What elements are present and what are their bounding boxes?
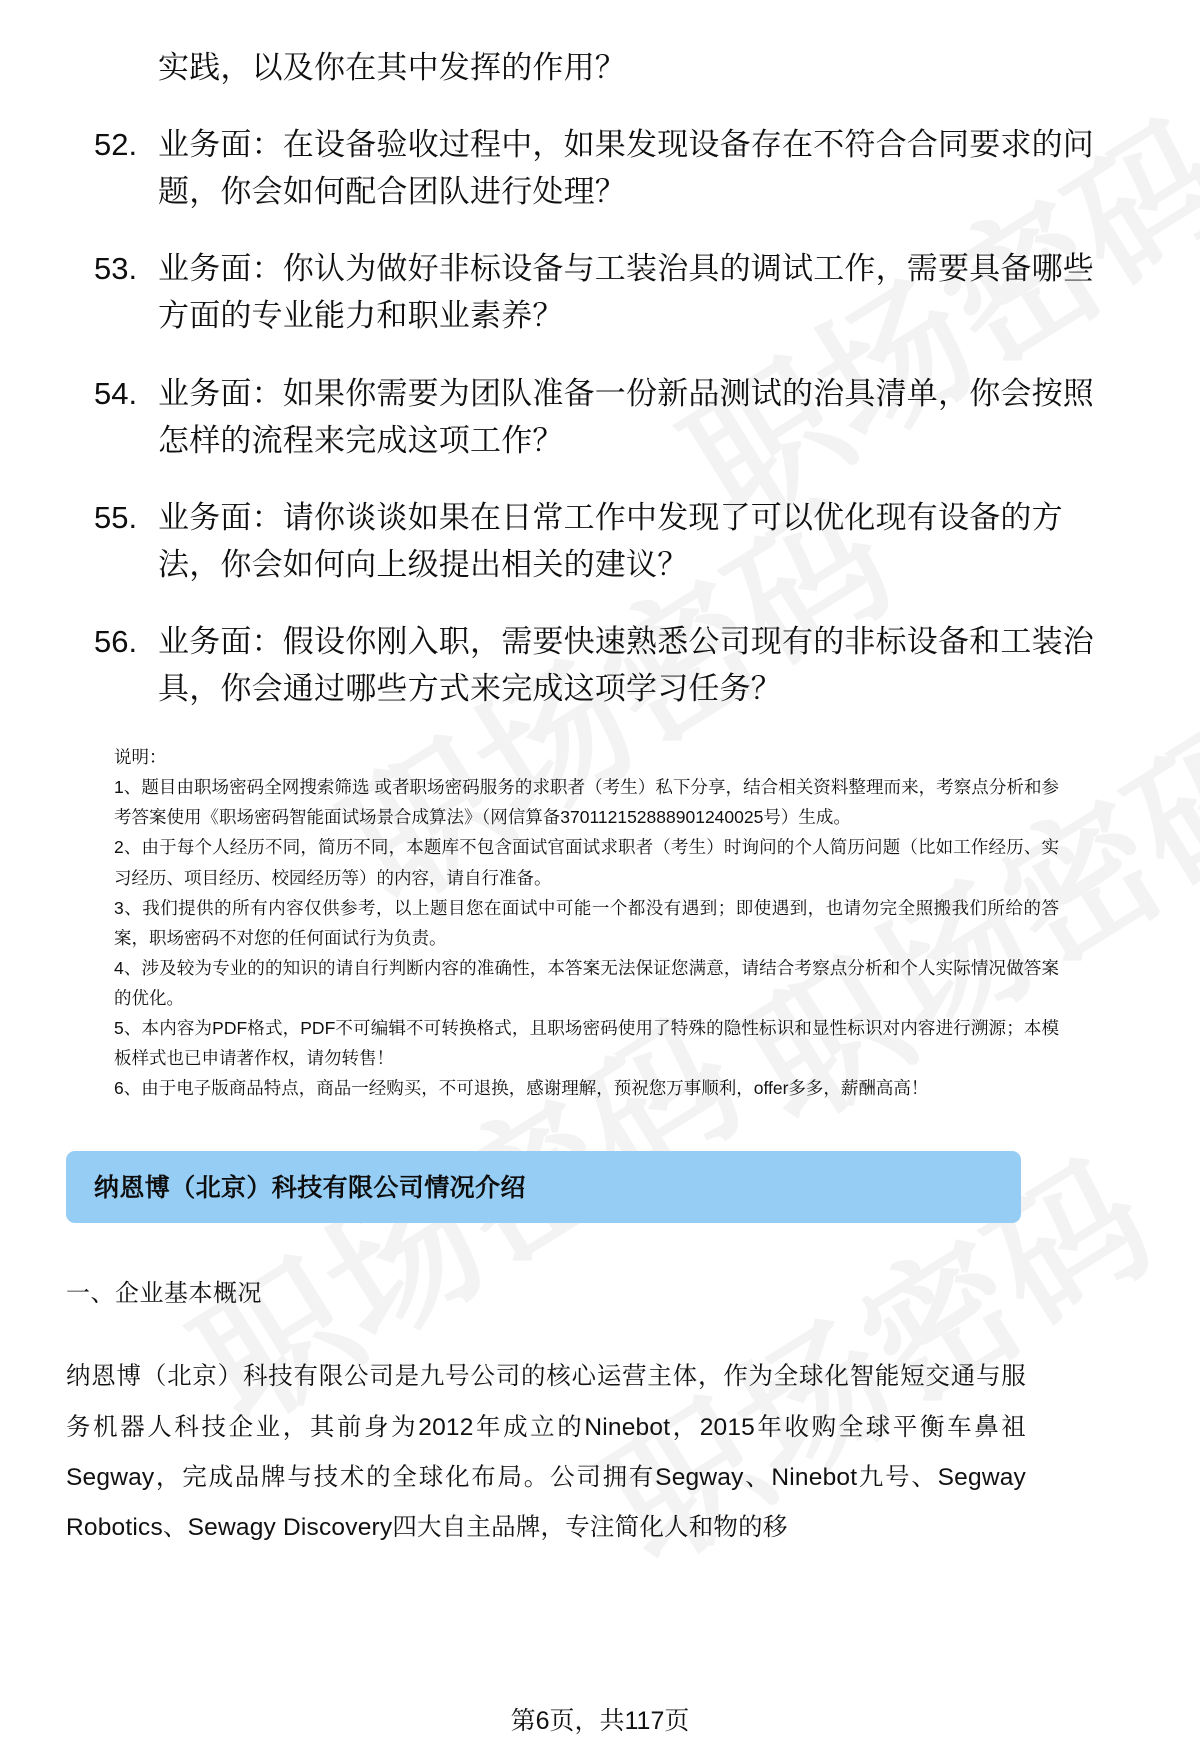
note-item-4: 4、涉及较为专业的的知识的请自行判断内容的准确性，本答案无法保证您满意，请结合考察点分析和个人实际情况做答案的优化。: [114, 957, 1059, 1008]
question-text: 实践，以及你在其中发挥的作用？: [158, 50, 626, 85]
note-item-1: 1、题目由职场密码全网搜索筛选 或者职场密码服务的求职者（考生）私下分享，结合相关资料整理而来，考察点分析和参考答案使用《职场密码智能面试场景合成算法》（网信算备370112152888901240025号）生成。: [114, 777, 1059, 828]
note-item-6: 6、由于电子版商品特点，商品一经购买，不可退换，感谢理解，预祝您万事顺利，offer多多，薪酬高高！: [114, 1078, 929, 1099]
notes-title: 说明：: [114, 747, 167, 768]
question-text-56: 业务面：假设你刚入职，需要快速熟悉公司现有的非标设备和工装治具，你会通过哪些方式来完成这项学习任务？: [158, 623, 1094, 707]
question-item-53: [92, 245, 1108, 339]
question-number-53: 53.: [94, 251, 138, 287]
note-item-5: 5、本内容为PDF格式，PDF不可编辑不可转换格式，且职场密码使用了特殊的隐性标识和显性标识对内容进行溯源；本模板样式也已申请著作权，请勿转售！: [114, 1018, 1059, 1069]
question-text-55: 业务面：请你谈谈如果在日常工作中发现了可以优化现有设备的方法，你会如何向上级提出相关的建议？: [158, 499, 1063, 582]
notes-block: [114, 742, 1059, 1103]
question-number-54: 54.: [94, 375, 138, 411]
note-item-3: 3、我们提供的所有内容仅供参考，以上题目您在面试中可能一个都没有遇到；即使遇到，也请勿完全照搬我们所给的答案，职场密码不对您的任何面试行为负责。: [114, 897, 1059, 948]
company-overview-paragraph: 纳恩博（北京）科技有限公司是九号公司的核心运营主体，作为全球化智能短交通与服务机器人科技企业，其前身为2012年成立的Ninebot，2015年收购全球平衡车鼻祖Segway，完成品牌与技术的全球化布局。公司拥有Segway、Ninebot九号、Segway Robotics、Sewagy Discovery四大自主品牌，专注简化人和物的移: [66, 1363, 1026, 1541]
question-text-53: 业务面：你认为做好非标设备与工装治具的调试工作，需要具备哪些方面的专业能力和职业素养？: [158, 251, 1094, 334]
note-item-2: 2、由于每个人经历不同，简历不同，本题库不包含面试官面试求职者（考生）时询问的个人简历问题（比如工作经历、实习经历、项目经历、校园经历等）的内容，请自行准备。: [114, 837, 1059, 888]
question-number-56: 56.: [94, 623, 138, 659]
section-heading: 一、企业基本概况: [66, 1280, 262, 1308]
question-list: [92, 44, 1108, 712]
question-item-56: [92, 618, 1108, 712]
question-text-54: 业务面：如果你需要为团队准备一份新品测试的治具清单，你会按照怎样的流程来完成这项工作？: [158, 375, 1094, 458]
question-item-52: [92, 121, 1108, 215]
page-footer: 第6页，共117页: [510, 1707, 690, 1735]
question-item-54: [92, 370, 1108, 464]
question-item-55: [92, 494, 1108, 588]
question-continuation: [92, 44, 1108, 91]
question-number-52: 52.: [94, 127, 138, 163]
question-text-52: 业务面：在设备验收过程中，如果发现设备存在不符合合同要求的问题，你会如何配合团队进行处理？: [158, 127, 1094, 210]
company-intro-banner: [66, 1151, 1021, 1223]
company-intro-banner-title: 纳恩博（北京）科技有限公司情况介绍: [94, 1174, 526, 1203]
question-number-55: 55.: [94, 499, 138, 535]
